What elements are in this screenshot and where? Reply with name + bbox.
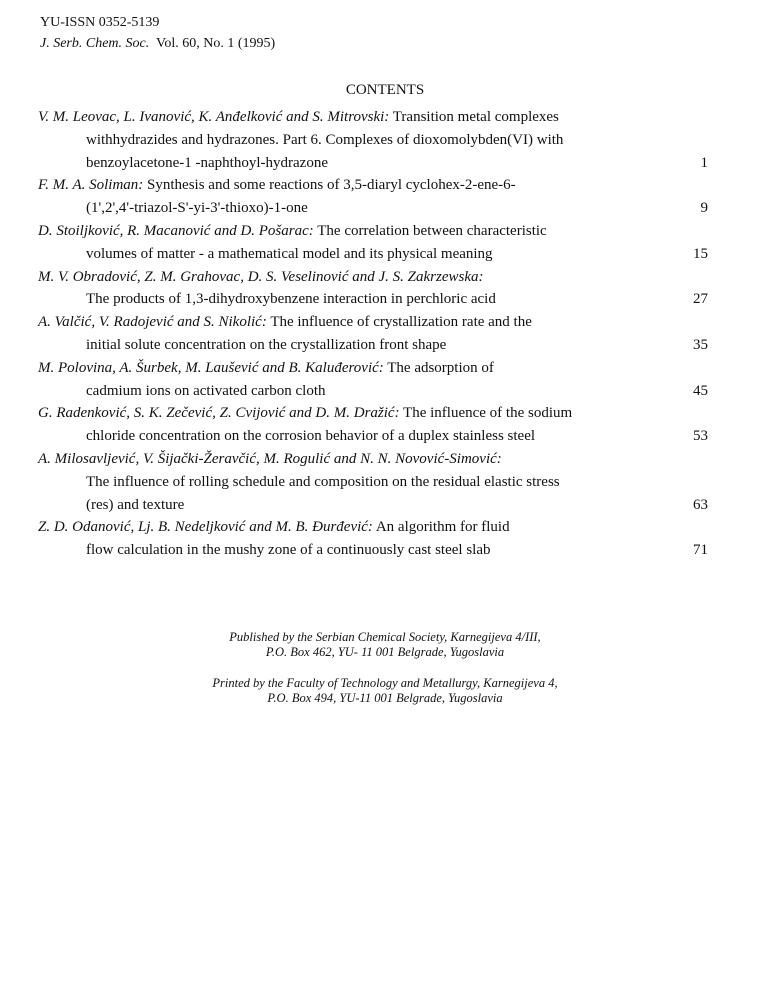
entry-title-line: The influence of rolling schedule and composition on the residual elastic stress (86, 473, 560, 490)
entry-authors: Z. D. Odanović, Lj. B. Nedeljković and M. B. Đurđević: (38, 519, 373, 536)
page-number: 53 (693, 428, 708, 445)
toc-entry[interactable] (38, 220, 708, 266)
page-number: 63 (693, 496, 708, 513)
entry-title-line: An algorithm for fluid (372, 519, 510, 536)
publisher-line: Published by the Serbian Chemical Society, Karnegijeva 4/III, (229, 630, 541, 644)
entry-title-line: The influence of the sodium (399, 405, 573, 422)
entry-authors: F. M. A. Soliman: (38, 177, 144, 194)
entry-title-line: The influence of crystallization rate and the (266, 314, 532, 331)
entry-title-line: (1',2',4'-triazol-S'-yi-3'-thioxo)-1-one (86, 200, 308, 217)
toc-entry[interactable] (38, 106, 708, 174)
entry-title-line: flow calculation in the mushy zone of a continuously cast steel slab (86, 542, 491, 559)
page-number: 35 (693, 336, 708, 353)
entry-authors: A. Valčić, V. Radojević and S. Nikolić: (38, 314, 267, 331)
entry-title-line: The adsorption of (383, 359, 494, 376)
publisher-address: P.O. Box 462, YU- 11 001 Belgrade, Yugoslavia (265, 645, 505, 659)
publisher-info (0, 630, 770, 660)
entry-title-line: withhydrazides and hydrazones. Part 6. Complexes of dioxomolybden(VI) with (86, 131, 564, 148)
volume-info: Vol. 60, No. 1 (1995) (156, 36, 276, 51)
entry-authors: G. Radenković, S. K. Zečević, Z. Cvijović and D. M. Dražić: (38, 405, 400, 422)
toc-entry[interactable] (38, 311, 708, 357)
journal-name: J. Serb. Chem. Soc. (40, 36, 150, 51)
entry-authors: D. Stoiljković, R. Macanović and D. Pošarac: (38, 222, 314, 239)
page-number: 71 (693, 542, 708, 559)
toc-entry[interactable] (38, 266, 708, 312)
entry-title-line: The correlation between characteristic (313, 222, 547, 239)
entry-title-line: The products of 1,3-dihydroxybenzene interaction in perchloric acid (86, 291, 496, 308)
entry-title-line: Synthesis and some reactions of 3,5-diaryl cyclohex-2-ene-6- (143, 177, 516, 194)
printer-line: Printed by the Faculty of Technology and Metallurgy, Karnegijeva 4, (212, 676, 558, 690)
entry-title-line: volumes of matter - a mathematical model and its physical meaning (86, 245, 493, 262)
entry-title-line: chloride concentration on the corrosion behavior of a duplex stainless steel (86, 428, 536, 445)
page-number: 9 (700, 200, 708, 217)
toc-entry[interactable] (38, 448, 708, 516)
entry-authors: M. V. Obradović, Z. M. Grahovac, D. S. Veselinović and J. S. Zakrzewska: (38, 268, 484, 285)
page-number: 27 (693, 291, 708, 308)
page-number: 45 (693, 382, 708, 399)
entry-title-line: initial solute concentration on the crystallization front shape (86, 336, 447, 353)
toc-entry[interactable] (38, 174, 708, 220)
toc-entry[interactable] (38, 402, 708, 448)
journal-header (40, 12, 275, 54)
entry-title-line: benzoylacetone-1 -naphthoyl-hydrazone (86, 154, 328, 171)
page-number: 1 (700, 154, 708, 171)
page-number: 15 (693, 245, 708, 262)
entry-authors: M. Polovina, A. Šurbek, M. Laušević and B. Kaluđerović: (38, 359, 384, 376)
issn-line: YU-ISSN 0352-5139 (40, 15, 160, 30)
journal-citation (40, 33, 275, 54)
toc-entry[interactable] (38, 516, 708, 562)
printer-address: P.O. Box 494, YU-11 001 Belgrade, Yugoslavia (267, 691, 503, 705)
entry-title-line: cadmium ions on activated carbon cloth (86, 382, 326, 399)
printer-info (0, 676, 770, 706)
table-of-contents (38, 106, 708, 562)
toc-entry[interactable] (38, 357, 708, 403)
entry-title-line: (res) and texture (86, 496, 185, 513)
entry-authors: V. M. Leovac, L. Ivanović, K. Anđelković and S. Mitrovski: (38, 109, 390, 125)
entry-title-line: Transition metal complexes (389, 109, 559, 125)
entry-authors: A. Milosavljević, V. Šijački-Žeravčić, M. Rogulić and N. N. Novović-Simović: (38, 450, 502, 467)
contents-title: CONTENTS (345, 82, 425, 98)
